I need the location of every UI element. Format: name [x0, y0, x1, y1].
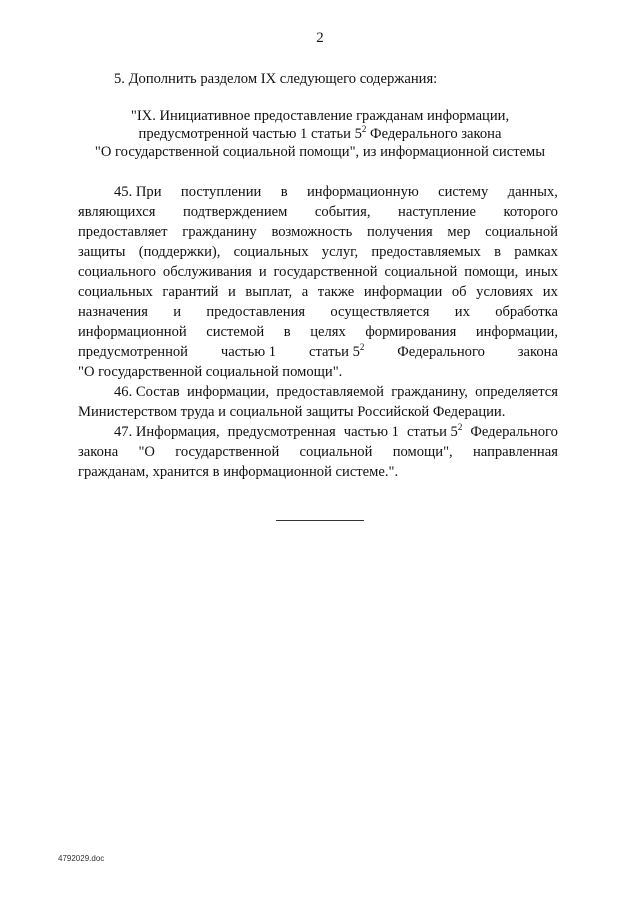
section-title-line-3: "О государственной социальной помощи", из информационной системы: [94, 144, 546, 160]
word: возможность: [271, 224, 353, 240]
word: их: [454, 304, 470, 320]
word: также: [317, 284, 355, 300]
word: предусмотренной: [78, 344, 188, 360]
word: обработка: [495, 304, 558, 320]
word: в: [283, 324, 291, 340]
word: систему: [438, 184, 489, 200]
word: назначения: [78, 304, 148, 320]
word: социального: [78, 264, 156, 280]
word: государственной: [273, 264, 378, 280]
word: услуг,: [321, 244, 359, 260]
word: социальной: [299, 444, 373, 460]
word: являющихся: [78, 204, 156, 220]
word: информационной: [78, 324, 187, 340]
paragraph-45-line-9: [78, 342, 558, 362]
word: данных,: [507, 184, 558, 200]
paragraph-45-line-3: [78, 222, 558, 242]
word: информации,: [186, 384, 270, 400]
word: выплат,: [245, 284, 293, 300]
word: Федерального: [397, 344, 485, 360]
paragraph-47-line-2: [78, 442, 558, 462]
section-title-line-2-tail: Федерального закона: [366, 126, 502, 142]
word: гражданину: [182, 224, 257, 240]
paragraph-45-line-5: [78, 262, 558, 282]
word: определяется: [475, 384, 558, 400]
word: 46. Состав: [114, 384, 180, 400]
word: информации: [363, 284, 443, 300]
word: государственной: [175, 444, 280, 460]
paragraph-46-line-2: Министерством труда и социальной защиты Российской Федерации.: [78, 404, 506, 420]
word-with-superscript: [309, 342, 364, 362]
word: и: [228, 284, 236, 300]
word: предоставляемой: [276, 384, 384, 400]
paragraph-45-line-7: [78, 302, 558, 322]
word: предоставляемых: [371, 244, 481, 260]
word: системой: [206, 324, 265, 340]
word: частью 1: [343, 424, 399, 440]
amendment-intro: 5. Дополнить разделом IX следующего содержания:: [114, 71, 438, 87]
paragraph-45-line-8: [78, 322, 558, 342]
word: которого: [503, 204, 558, 220]
word: иных: [525, 264, 558, 280]
word: направленная: [472, 444, 558, 460]
section-title-line-2: [0, 124, 640, 144]
end-divider: [276, 520, 364, 521]
paragraph-47-line-1: [114, 422, 558, 442]
word: предоставляет: [78, 224, 168, 240]
word: 45. При: [114, 184, 162, 200]
word: осуществляется: [330, 304, 430, 320]
superscript: 2: [361, 124, 367, 134]
word: предусмотренная: [227, 424, 336, 440]
word: закона: [517, 344, 558, 360]
word: в: [494, 244, 502, 260]
paragraph-45-line-1: [114, 182, 558, 202]
superscript: 2: [457, 422, 463, 432]
word: целях: [310, 324, 346, 340]
word: (поддержки),: [138, 244, 221, 260]
word: условиях: [476, 284, 534, 300]
word: статьи 5: [308, 344, 360, 360]
paragraph-47-line-3: гражданам, хранится в информационной системе.".: [78, 464, 399, 480]
word: социальной: [384, 264, 458, 280]
paragraph-46-line-1: [114, 382, 558, 402]
word: гражданину,: [391, 384, 468, 400]
page-number: 2: [316, 30, 324, 46]
word: информационную: [306, 184, 419, 200]
word: социальных: [78, 284, 153, 300]
word: "О: [138, 444, 155, 460]
word: и: [173, 304, 182, 320]
word: гарантий: [162, 284, 219, 300]
word: помощи",: [392, 444, 453, 460]
section-title-line-2-text: предусмотренной частью 1 статьи 5: [138, 126, 362, 142]
word: получения: [367, 224, 433, 240]
word: поступлении: [180, 184, 262, 200]
word: формирования: [365, 324, 457, 340]
word: а: [301, 284, 309, 300]
word: предоставления: [206, 304, 306, 320]
word-with-superscript: [407, 422, 462, 442]
paragraph-45-line-4: [78, 242, 558, 262]
word: и: [258, 264, 267, 280]
superscript: 2: [359, 342, 365, 352]
word: 47. Информация,: [114, 424, 220, 440]
word: наступление: [398, 204, 476, 220]
word: об: [451, 284, 467, 300]
word: события,: [314, 204, 371, 220]
word: мер: [447, 224, 471, 240]
word: защиты: [78, 244, 126, 260]
word: частью 1: [220, 344, 277, 360]
word: их: [542, 284, 558, 300]
word: Федерального: [470, 424, 558, 440]
footer-filename: 4792029.doc: [58, 854, 105, 863]
word: информации,: [475, 324, 558, 340]
word: закона: [78, 444, 119, 460]
word: статьи 5: [406, 424, 458, 440]
word: в: [280, 184, 288, 200]
word: обслуживания: [162, 264, 252, 280]
word: помощи,: [464, 264, 519, 280]
word: подтверждением: [182, 204, 288, 220]
paragraph-45-line-2: [78, 202, 558, 222]
paragraph-45-line-10: "О государственной социальной помощи".: [78, 364, 343, 380]
word: рамках: [514, 244, 558, 260]
word: социальных: [233, 244, 309, 260]
word: социальной: [485, 224, 558, 240]
section-title-line-1: "IX. Инициативное предоставление гражданам информации,: [130, 108, 510, 124]
paragraph-45-line-6: [78, 282, 558, 302]
